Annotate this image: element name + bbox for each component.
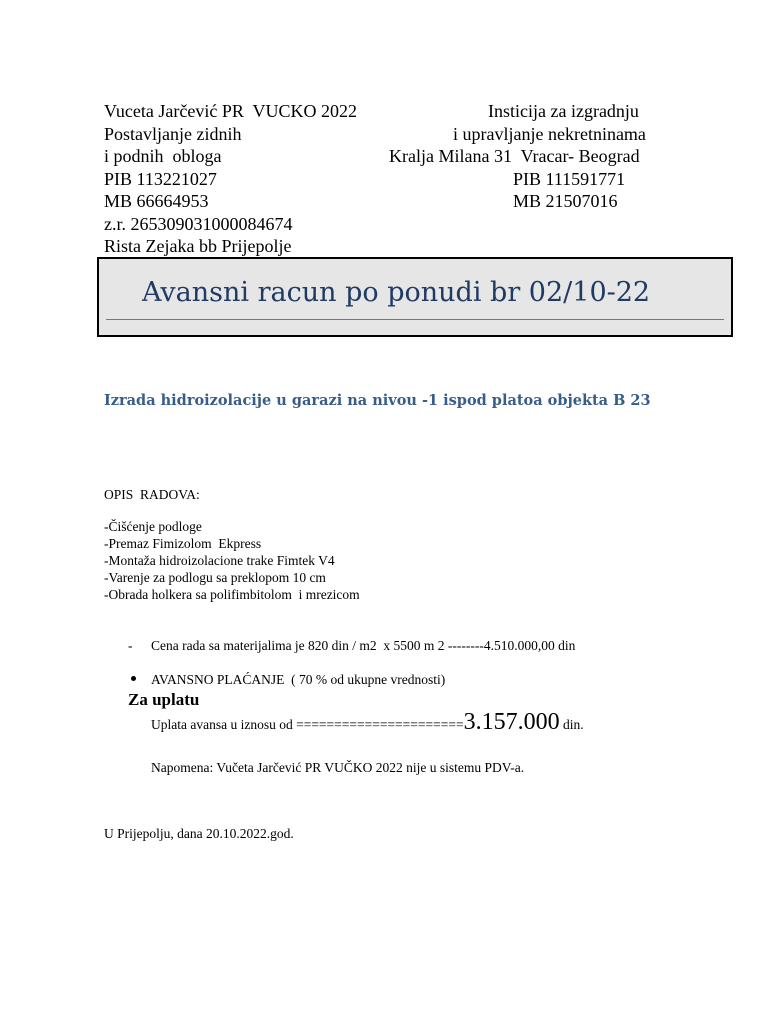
works-item: -Varenje za podlogu sa preklopom 10 cm (104, 570, 326, 585)
seller-activity-2: i podnih obloga (104, 146, 222, 166)
works-item: -Čišćenje podloge (104, 519, 202, 534)
seller-name: Vuceta Jarčević PR VUCKO 2022 (104, 101, 358, 121)
document-title: Avansni racun po ponudi br 02/10-22 (142, 277, 651, 308)
works-list (104, 518, 360, 603)
buyer-name-2: i upravljanje nekretninama (453, 123, 646, 144)
seller-account: z.r. 265309031000084674 (104, 213, 293, 234)
works-item: -Premaz Fimizolom Ekpress (104, 536, 262, 551)
buyer-info (380, 100, 680, 213)
buyer-name-1: Insticija za izgradnju (488, 101, 639, 121)
seller-pib: PIB 113221027 (104, 168, 217, 189)
seller-activity-1: Postavljanje zidnih (104, 123, 242, 144)
payment-line (151, 709, 584, 735)
vat-note: Napomena: Vučeta Jarčević PR VUČKO 2022 nije u sistemu PDV-a. (151, 760, 525, 775)
price-dash: - (128, 638, 133, 653)
payment-currency: din. (559, 717, 584, 732)
advance-line: AVANSNO PLAĆANJE ( 70 % od ukupne vrednosti) (151, 672, 446, 687)
price-line: Cena rada sa materijalima je 820 din / m2 x 5500 m 2 --------4.510.000,00 din (151, 638, 576, 653)
seller-address: Rista Zejaka bb Prijepolje (104, 236, 292, 256)
works-item: -Montaža hidroizolacione trake Fimtek V4 (104, 553, 335, 568)
buyer-pib: PIB 111591771 (513, 168, 626, 189)
seller-info (104, 100, 357, 258)
works-item: -Obrada holkera sa polifimbitolom i mrezicom (104, 587, 360, 602)
title-box (97, 257, 733, 337)
document-subtitle: Izrada hidroizolacije u garazi na nivou -1 ispod platoa objekta B 23 (104, 392, 651, 409)
payment-amount: 3.157.000 (463, 709, 560, 735)
buyer-address: Kralja Milana 31 Vracar- Beograd (389, 146, 640, 166)
payment-heading: Za uplatu (128, 690, 200, 709)
place-date: U Prijepolju, dana 20.10.2022.god. (104, 826, 294, 841)
seller-mb: MB 66664953 (104, 191, 209, 211)
payment-prefix: Uplata avansa u iznosu od ====================== (151, 717, 464, 732)
title-underline (106, 319, 724, 320)
works-heading: OPIS RADOVA: (104, 487, 200, 502)
bullet-dot-icon (131, 676, 136, 681)
buyer-mb: MB 21507016 (513, 191, 618, 211)
